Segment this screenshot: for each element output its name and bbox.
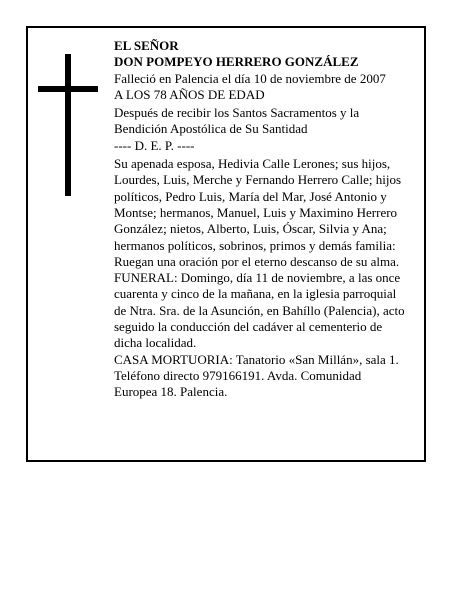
obituary-text — [114, 38, 420, 401]
dep-line: ---- D. E. P. ---- — [114, 137, 195, 153]
death-date-line: Falleció en Palencia el día 10 de noviembre de 2007 — [114, 70, 386, 86]
cross-icon — [65, 54, 71, 196]
body-line: Teléfono directo 979166191. Avda. Comunidad — [114, 367, 362, 383]
title-line: EL SEÑOR — [114, 38, 179, 53]
body-line: Lourdes, Luis, Merche y Fernando Herrero Calle; hijos — [114, 172, 402, 188]
mortuary-line: CASA MORTUORIA: Tanatorio «San Millán», sala 1. — [114, 351, 399, 367]
body-line: Europea 18. Palencia. — [114, 384, 228, 400]
body-line: Después de recibir los Santos Sacramentos y la — [114, 105, 360, 121]
body-line: Bendición Apostólica de Su Santidad — [114, 121, 308, 137]
body-line: dicha localidad. — [114, 335, 197, 351]
body-line: cuarenta y cinco de la mañana, en la iglesia parroquial — [114, 286, 397, 302]
body-line: de Ntra. Sra. de la Asunción, en Bahíllo (Palencia), acto — [114, 302, 405, 318]
body-line: seguido la conducción del cadáver al cementerio de — [114, 319, 383, 335]
deceased-name: DON POMPEYO HERRERO GONZÁLEZ — [114, 54, 359, 70]
body-line: Ruegan una oración por el eterno descanso de su alma. — [114, 253, 400, 269]
body-line: Montse; hermanos, Manuel, Luis y Maximino Herrero — [114, 204, 398, 220]
funeral-line: FUNERAL: Domingo, día 11 de noviembre, a las once — [114, 270, 401, 286]
cross-icon-bar — [38, 86, 98, 92]
age-line: A LOS 78 AÑOS DE EDAD — [114, 86, 265, 102]
body-line: hermanos políticos, sobrinos, primos y demás familia: — [114, 237, 396, 253]
body-line: Su apenada esposa, Hedivia Calle Lerones; sus hijos, — [114, 156, 391, 172]
body-line: políticos, Pedro Luis, María del Mar, José Antonio y — [114, 188, 387, 204]
body-line: González; nietos, Alberto, Luis, Óscar, Silvia y Ana; — [114, 221, 387, 237]
